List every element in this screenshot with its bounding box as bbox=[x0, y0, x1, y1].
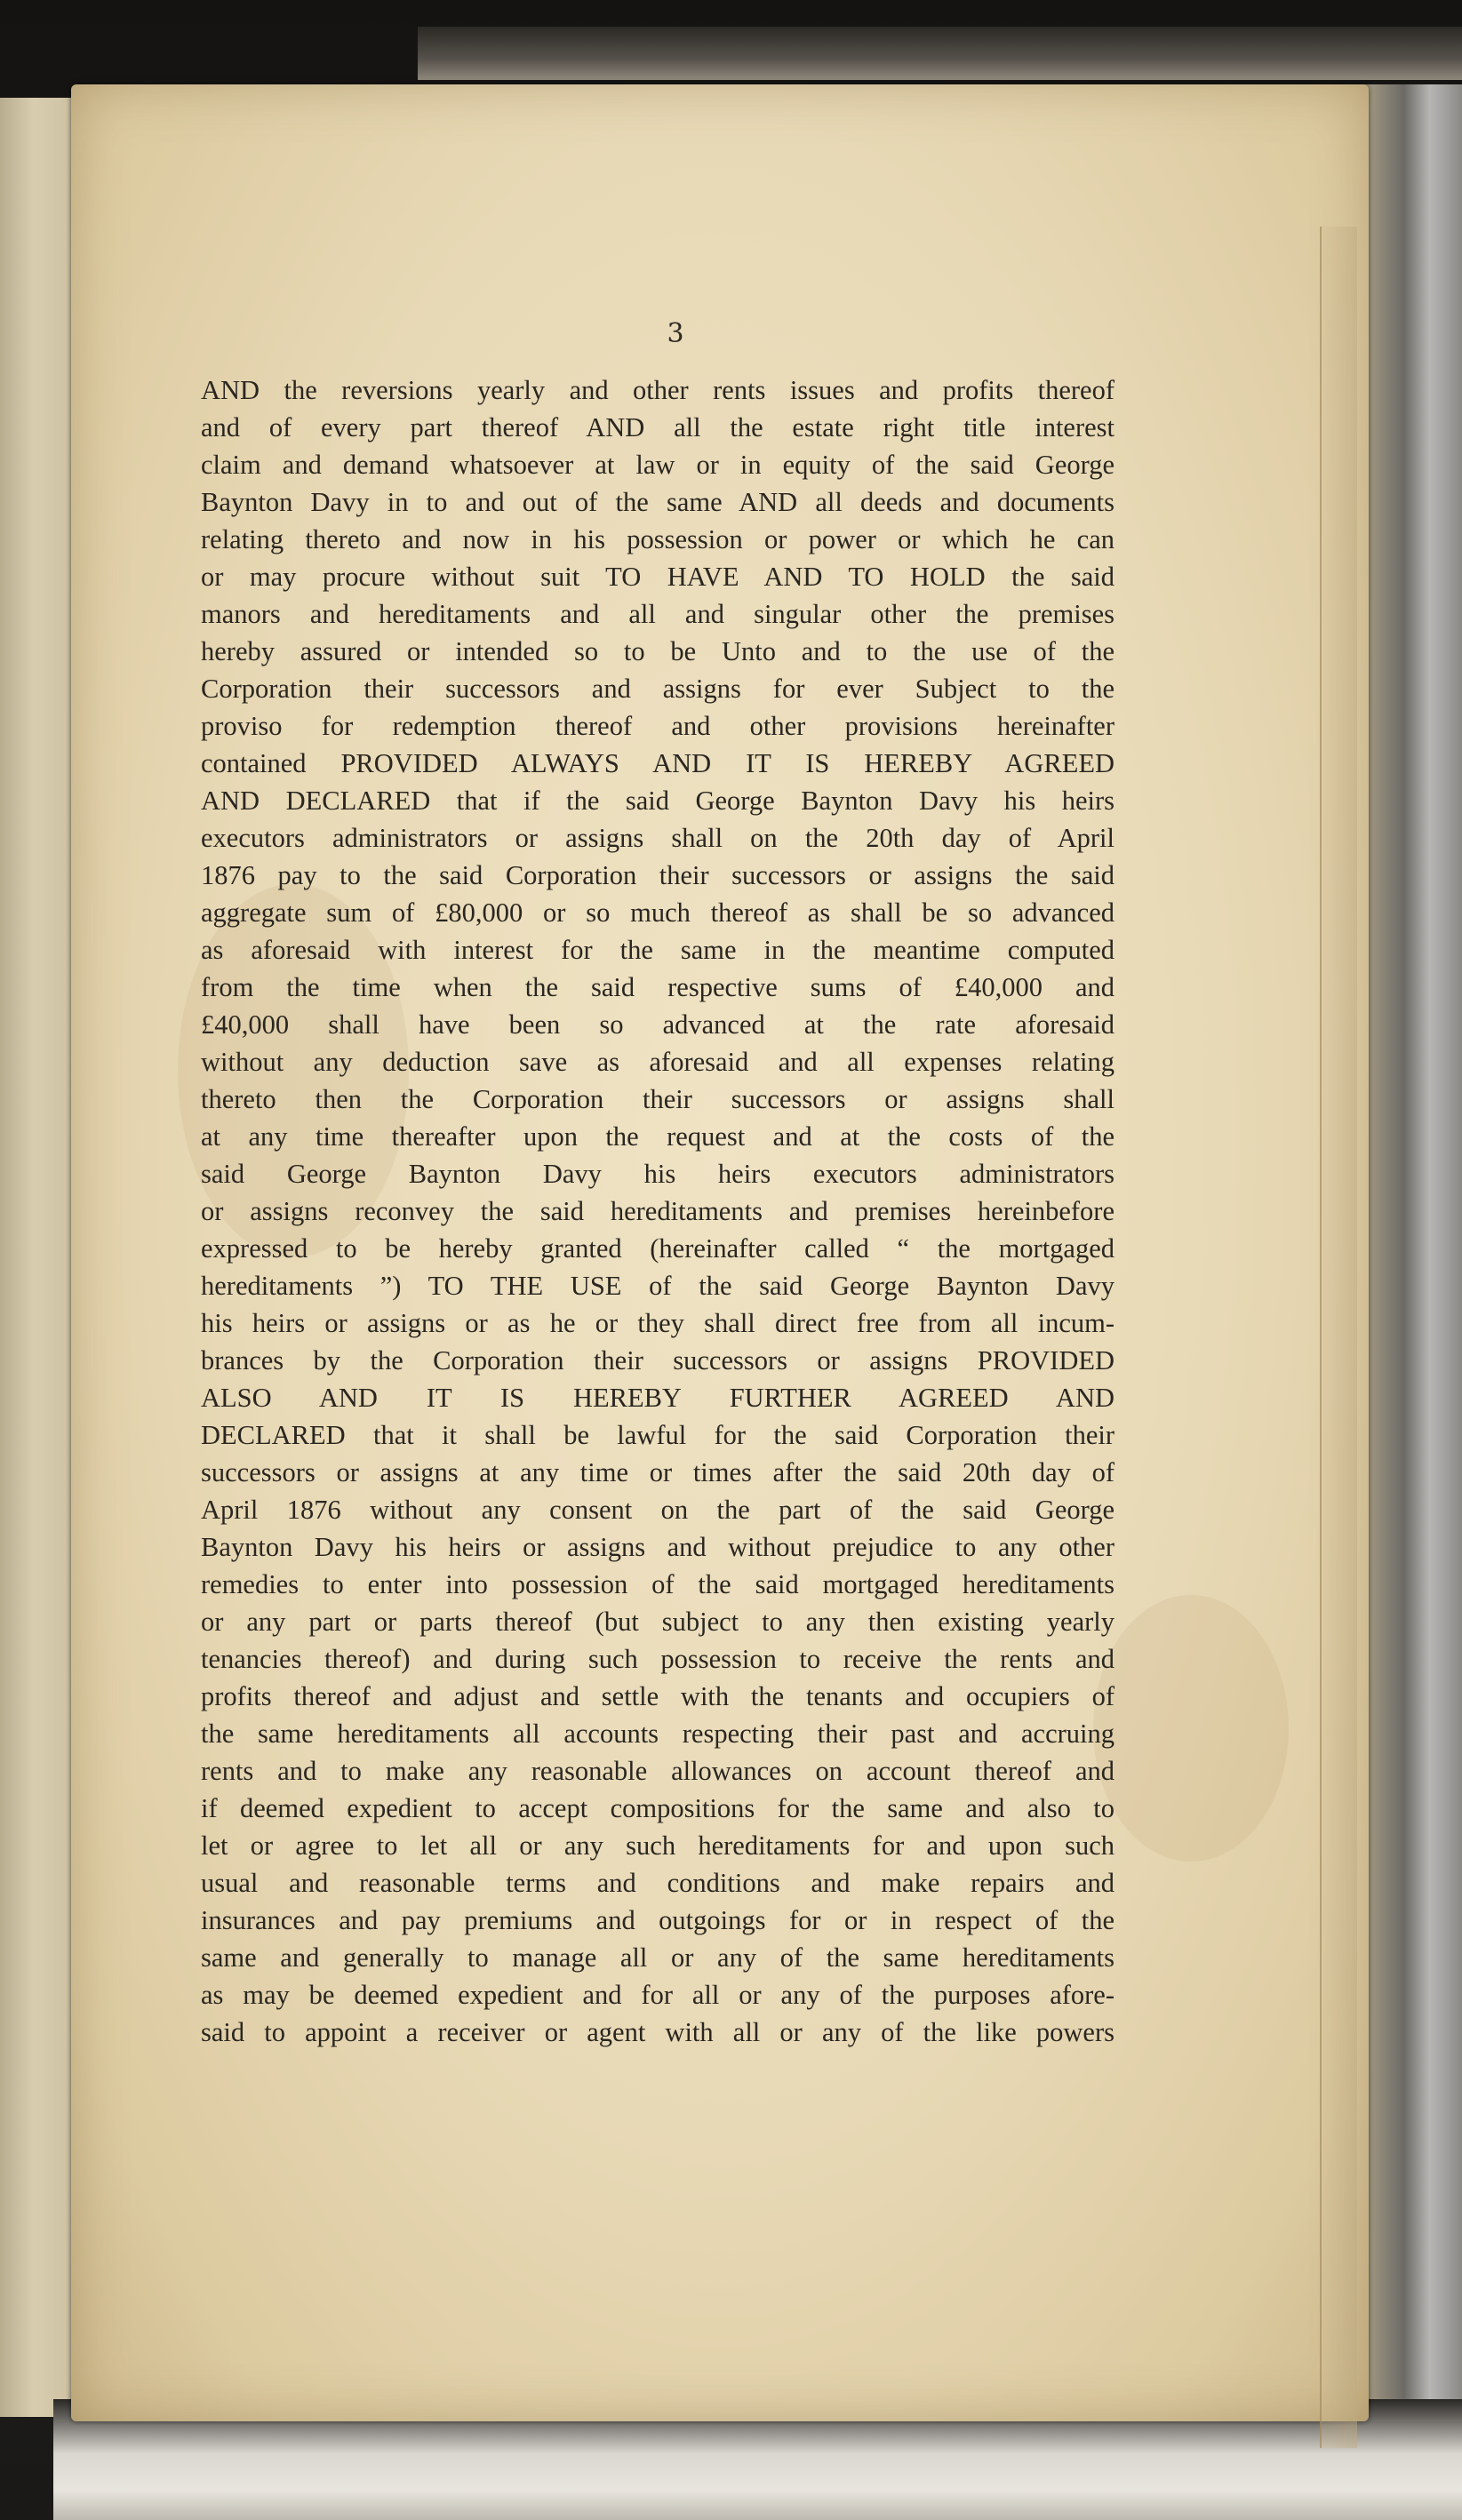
text-line: his heirs or assigns or as he or they shall direct free from all incum- bbox=[201, 1308, 1114, 1338]
deed-body-text bbox=[201, 371, 1114, 2051]
text-line: aggregate sum of £80,000 or so much thereof as shall be so advanced bbox=[201, 897, 1114, 928]
text-line: claim and demand whatsoever at law or in equity of the said George bbox=[201, 450, 1114, 480]
text-line: from the time when the said respective sums of £40,000 and bbox=[201, 972, 1114, 1002]
paper-stain bbox=[1093, 1595, 1289, 1862]
text-line: April 1876 without any consent on the part of the said George bbox=[201, 1495, 1114, 1525]
text-line: or assigns reconvey the said hereditaments and premises hereinbefore bbox=[201, 1196, 1114, 1226]
text-line: 1876 pay to the said Corporation their successors or assigns the said bbox=[201, 860, 1114, 890]
text-line: Corporation their successors and assigns for ever Subject to the bbox=[201, 674, 1114, 704]
text-line: the same hereditaments all accounts respecting their past and accruing bbox=[201, 1719, 1114, 1749]
text-line: AND the reversions yearly and other rents issues and profits thereof bbox=[201, 375, 1114, 405]
text-line: usual and reasonable terms and conditions and make repairs and bbox=[201, 1868, 1114, 1898]
text-line: Baynton Davy in to and out of the same AND all deeds and documents bbox=[201, 487, 1114, 517]
text-line: tenancies thereof) and during such possession to receive the rents and bbox=[201, 1644, 1114, 1674]
text-line: remedies to enter into possession of the said mortgaged hereditaments bbox=[201, 1569, 1114, 1599]
text-line: same and generally to manage all or any of the same hereditaments bbox=[201, 1942, 1114, 1973]
text-line: and of every part thereof AND all the estate right title interest bbox=[201, 412, 1114, 443]
text-line: thereto then the Corporation their successors or assigns shall bbox=[201, 1084, 1114, 1114]
text-line: said George Baynton Davy his heirs executors administrators bbox=[201, 1159, 1114, 1189]
text-line: if deemed expedient to accept compositions for the same and also to bbox=[201, 1793, 1114, 1823]
text-line: ALSO AND IT IS HEREBY FURTHER AGREED AND bbox=[201, 1383, 1114, 1413]
book-top-edge bbox=[418, 27, 1462, 80]
text-line: hereditaments ”) TO THE USE of the said George Baynton Davy bbox=[201, 1271, 1114, 1301]
page-fold-edge bbox=[1320, 227, 1357, 2448]
text-line: or any part or parts thereof (but subject to any then existing yearly bbox=[201, 1607, 1114, 1637]
text-line: as aforesaid with interest for the same in the meantime computed bbox=[201, 935, 1114, 965]
text-line: rents and to make any reasonable allowances on account thereof and bbox=[201, 1756, 1114, 1786]
text-line: Baynton Davy his heirs or assigns and without prejudice to any other bbox=[201, 1532, 1114, 1562]
text-line: as may be deemed expedient and for all or any of the purposes afore- bbox=[201, 1980, 1114, 2010]
text-line: or may procure without suit TO HAVE AND TO HOLD the said bbox=[201, 562, 1114, 592]
page-number: 3 bbox=[667, 318, 684, 349]
text-line: said to appoint a receiver or agent with all or any of the like powers bbox=[201, 2017, 1114, 2047]
text-line: £40,000 shall have been so advanced at the rate aforesaid bbox=[201, 1009, 1114, 1040]
text-line: relating thereto and now in his possession or power or which he can bbox=[201, 524, 1114, 554]
text-line: hereby assured or intended so to be Unto and to the use of the bbox=[201, 636, 1114, 666]
text-line: executors administrators or assigns shall on the 20th day of April bbox=[201, 823, 1114, 853]
text-line: proviso for redemption thereof and other provisions hereinafter bbox=[201, 711, 1114, 741]
text-line: let or agree to let all or any such hereditaments for and upon such bbox=[201, 1830, 1114, 1861]
text-line: brances by the Corporation their successors or assigns PROVIDED bbox=[201, 1345, 1114, 1376]
text-line: expressed to be hereby granted (hereinafter called “ the mortgaged bbox=[201, 1233, 1114, 1264]
text-line: successors or assigns at any time or times after the said 20th day of bbox=[201, 1457, 1114, 1487]
text-line: manors and hereditaments and all and singular other the premises bbox=[201, 599, 1114, 629]
text-line: without any deduction save as aforesaid and all expenses relating bbox=[201, 1047, 1114, 1077]
text-line: DECLARED that it shall be lawful for the said Corporation their bbox=[201, 1420, 1114, 1450]
text-line: insurances and pay premiums and outgoings for or in respect of the bbox=[201, 1905, 1114, 1935]
text-line: profits thereof and adjust and settle with the tenants and occupiers of bbox=[201, 1681, 1114, 1711]
text-line: at any time thereafter upon the request and at the costs of the bbox=[201, 1121, 1114, 1152]
text-line: contained PROVIDED ALWAYS AND IT IS HEREBY AGREED bbox=[201, 748, 1114, 778]
text-line: AND DECLARED that if the said George Baynton Davy his heirs bbox=[201, 786, 1114, 816]
